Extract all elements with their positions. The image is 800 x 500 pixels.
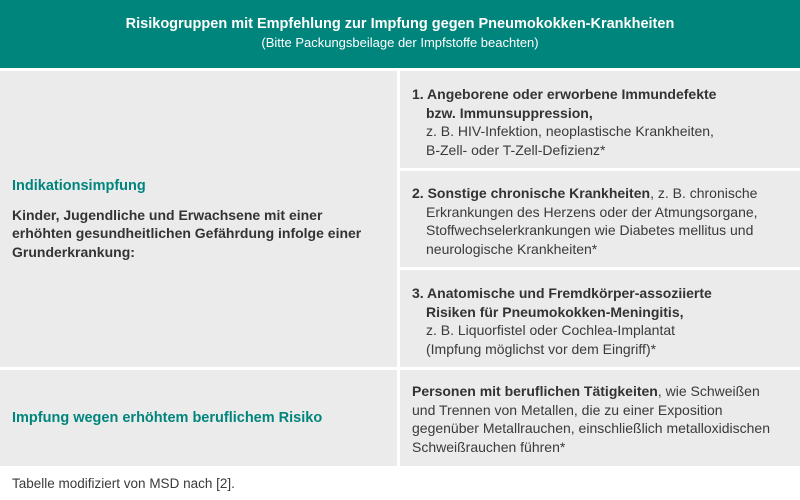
risk-group-3-detail-line2: (Impfung möglichst vor dem Eingriff)* <box>426 340 657 357</box>
indication-label: Indikationsimpfung <box>12 178 146 194</box>
risk-group-1-cell <box>400 71 800 168</box>
table-header <box>0 0 800 68</box>
risk-group-2-detail-inline: , z. B. chronische <box>650 185 758 201</box>
occupational-detail-cell <box>400 370 800 466</box>
risk-group-2-detail-line3: Stoffwechselerkrankungen wie Diabetes mellitus und <box>426 222 754 238</box>
risk-group-3-title-line1: 3. Anatomische und Fremdkörper-assoziierte <box>412 285 712 301</box>
occupational-detail-inline: , wie Schweißen <box>657 383 760 399</box>
occupational-detail-line4: Schweißrauchen führen* <box>412 438 566 455</box>
occupational-detail-line2: und Trennen von Metallen, die zu einer Exposition <box>412 401 723 418</box>
risk-group-2-first-line <box>412 184 788 203</box>
risk-group-1-detail-line1: z. B. HIV-Infektion, neoplastische Krankheiten, <box>426 123 714 139</box>
risk-group-2-detail-line2: Erkrankungen des Herzens oder der Atmungsorgane, <box>426 203 758 220</box>
risk-group-1-detail-line2: B-Zell- oder T-Zell-Defizienz* <box>426 141 606 158</box>
risk-group-3-detail-line1: z. B. Liquorfistel oder Cochlea-Implantat <box>426 322 676 338</box>
risk-group-2-cell <box>400 171 800 267</box>
risk-group-2-title: 2. Sonstige chronische Krankheiten <box>412 185 651 201</box>
occupational-title: Personen mit beruflichen Tätigkeiten <box>412 383 658 399</box>
occupational-first-line <box>412 382 788 401</box>
occupational-cell <box>0 370 397 466</box>
risk-group-1-title-line1: 1. Angeborene oder erworbene Immundefekte <box>412 86 717 102</box>
risk-group-1-title-line2: bzw. Immunsuppression, <box>426 104 593 121</box>
table-title: Risikogruppen mit Empfehlung zur Impfung gegen Pneumokokken-Krankheiten <box>125 16 675 32</box>
table-subtitle: (Bitte Packungsbeilage der Impfstoffe beachten) <box>261 35 539 50</box>
indication-description: Kinder, Jugendliche und Erwachsene mit einer erhöhten gesundheitlichen Gefährdung infolge einer Grunderkrankung: <box>12 206 362 260</box>
risk-group-3-title-line2: Risiken für Pneumokokken-Meningitis, <box>426 303 684 320</box>
risk-group-3-cell <box>400 270 800 367</box>
occupational-label: Impfung wegen erhöhtem beruflichem Risiko <box>12 409 323 426</box>
indication-cell <box>0 71 397 367</box>
table-footnote: Tabelle modifiziert von MSD nach [2]. <box>12 476 235 491</box>
occupational-detail-line3: gegenüber Metallrauchen, einschließlich metalloxidischen <box>412 420 770 436</box>
risk-group-2-detail-line4: neurologische Krankheiten* <box>426 240 598 257</box>
